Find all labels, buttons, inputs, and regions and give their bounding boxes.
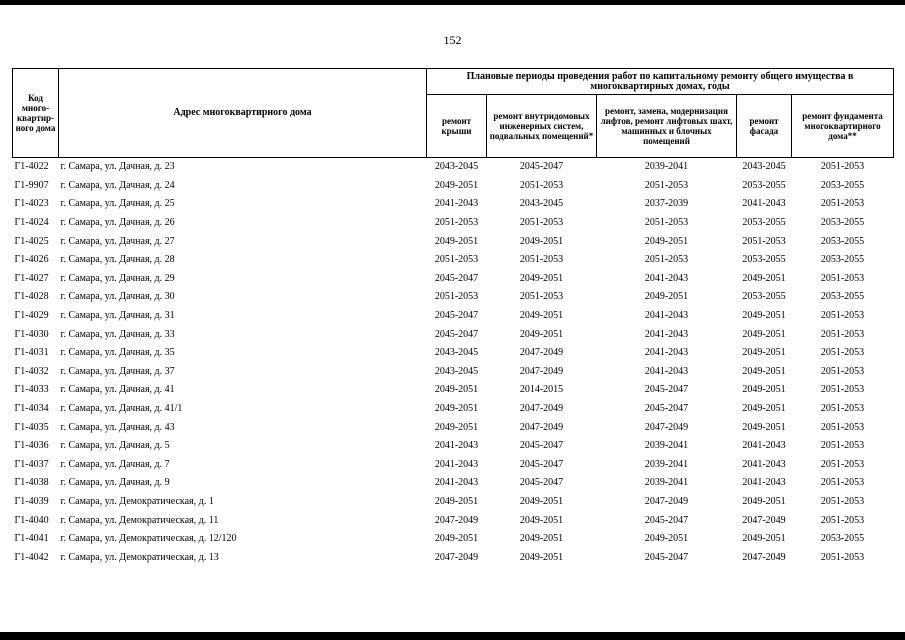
- house-code-cell: Г1-4028: [14, 291, 49, 303]
- systems-period-cell: 2049-2051: [519, 310, 564, 322]
- house-code-cell: Г1-4031: [14, 347, 49, 359]
- facade-period-cell: 2041-2043: [742, 477, 786, 489]
- foundation-period-cell: 2051-2053: [820, 198, 865, 210]
- facade-period-cell: 2049-2051: [742, 272, 786, 284]
- house-code-cell: Г1-4027: [14, 272, 49, 284]
- lifts-period-cell: 2047-2049: [644, 421, 689, 433]
- lifts-period-cell: 2045-2047: [644, 384, 689, 396]
- table-row: [13, 232, 894, 251]
- roof-period-cell: 2049-2051: [434, 495, 479, 507]
- systems-period-cell: 2043-2045: [519, 198, 564, 210]
- house-code-cell: Г1-4023: [14, 198, 49, 210]
- lifts-period-cell: 2039-2041: [644, 161, 689, 173]
- address-cell: г. Самара, ул. Дачная, д. 41/1: [60, 403, 183, 415]
- systems-period-cell: 2049-2051: [519, 533, 564, 545]
- foundation-period-cell: 2053-2055: [820, 179, 865, 191]
- house-code-cell: Г1-4024: [14, 217, 49, 229]
- roof-period-cell: 2041-2043: [434, 198, 479, 210]
- house-code-cell: Г1-4038: [14, 477, 49, 489]
- roof-period-cell: 2047-2049: [434, 551, 479, 563]
- house-code-cell: Г1-4025: [14, 235, 49, 247]
- house-code-cell: Г1-4030: [14, 328, 49, 340]
- header-address: Адрес многоквартирного дома: [59, 69, 427, 158]
- table-row: [13, 363, 894, 382]
- house-code-cell: Г1-4040: [14, 514, 49, 526]
- facade-period-cell: 2053-2055: [742, 179, 786, 191]
- address-cell: г. Самара, ул. Демократическая, д. 13: [60, 551, 219, 563]
- foundation-period-cell: 2051-2053: [820, 403, 865, 415]
- lifts-period-cell: 2051-2053: [644, 179, 689, 191]
- house-code-cell: Г1-4036: [14, 440, 49, 452]
- house-code-cell: Г1-4029: [14, 310, 49, 322]
- header-engineering-systems-repair: ремонт внутридомовых инженерных систем, подвальных помещений*: [487, 95, 597, 158]
- facade-period-cell: 2041-2043: [742, 198, 786, 210]
- systems-period-cell: 2045-2047: [519, 458, 564, 470]
- systems-period-cell: 2045-2047: [519, 477, 564, 489]
- house-code-cell: Г1-4042: [14, 551, 49, 563]
- foundation-period-cell: 2051-2053: [820, 328, 865, 340]
- header-foundation-repair: ремонт фундамента многоквартирного дома**: [792, 95, 894, 158]
- facade-period-cell: 2053-2055: [742, 217, 786, 229]
- foundation-period-cell: 2051-2053: [820, 458, 865, 470]
- foundation-period-cell: 2053-2055: [820, 291, 865, 303]
- header-house-code: Код много-квартир-ного дома: [13, 69, 59, 158]
- foundation-period-cell: 2051-2053: [820, 495, 865, 507]
- table-body: [13, 158, 894, 568]
- address-cell: г. Самара, ул. Дачная, д. 33: [60, 328, 175, 340]
- systems-period-cell: 2049-2051: [519, 272, 564, 284]
- lifts-period-cell: 2045-2047: [644, 514, 689, 526]
- facade-period-cell: 2049-2051: [742, 403, 786, 415]
- address-cell: г. Самара, ул. Дачная, д. 30: [60, 291, 175, 303]
- lifts-period-cell: 2051-2053: [644, 217, 689, 229]
- foundation-period-cell: 2051-2053: [820, 514, 865, 526]
- address-cell: г. Самара, ул. Дачная, д. 23: [60, 161, 175, 173]
- table-row: [13, 307, 894, 326]
- facade-period-cell: 2049-2051: [742, 310, 786, 322]
- roof-period-cell: 2049-2051: [434, 403, 479, 415]
- lifts-period-cell: 2041-2043: [644, 365, 689, 377]
- house-code-cell: Г1-4039: [14, 495, 49, 507]
- house-code-cell: Г1-4035: [14, 421, 49, 433]
- lifts-period-cell: 2041-2043: [644, 347, 689, 359]
- lifts-period-cell: 2049-2051: [644, 235, 689, 247]
- address-cell: г. Самара, ул. Дачная, д. 27: [60, 235, 175, 247]
- lifts-period-cell: 2037-2039: [644, 198, 689, 210]
- facade-period-cell: 2053-2055: [742, 254, 786, 266]
- foundation-period-cell: 2051-2053: [820, 347, 865, 359]
- systems-period-cell: 2051-2053: [519, 179, 564, 191]
- house-code-cell: Г1-4022: [14, 161, 49, 173]
- address-cell: г. Самара, ул. Дачная, д. 41: [60, 384, 175, 396]
- house-code-cell: Г1-4026: [14, 254, 49, 266]
- table-row: [13, 270, 894, 289]
- table-row: [13, 456, 894, 475]
- foundation-period-cell: 2051-2053: [820, 272, 865, 284]
- table-row: [13, 400, 894, 419]
- roof-period-cell: 2045-2047: [434, 328, 479, 340]
- table-row: [13, 493, 894, 512]
- roof-period-cell: 2041-2043: [434, 458, 479, 470]
- facade-period-cell: 2047-2049: [742, 514, 786, 526]
- table-row: [13, 214, 894, 233]
- foundation-period-cell: 2051-2053: [820, 477, 865, 489]
- facade-period-cell: 2049-2051: [742, 365, 786, 377]
- facade-period-cell: 2041-2043: [742, 458, 786, 470]
- table-row: [13, 437, 894, 456]
- house-code-cell: Г1-4033: [14, 384, 49, 396]
- table-row: [13, 325, 894, 344]
- header-lift-repair: ремонт, замена, модернизация лифтов, ремонт лифтовых шахт, машинных и блочных помещений: [597, 95, 737, 158]
- house-code-cell: Г1-4041: [14, 533, 49, 545]
- roof-period-cell: 2047-2049: [434, 514, 479, 526]
- roof-period-cell: 2045-2047: [434, 310, 479, 322]
- facade-period-cell: 2049-2051: [742, 495, 786, 507]
- systems-period-cell: 2051-2053: [519, 291, 564, 303]
- bottom-border-bar: [0, 632, 905, 640]
- address-cell: г. Самара, ул. Дачная, д. 5: [60, 440, 170, 452]
- roof-period-cell: 2049-2051: [434, 533, 479, 545]
- facade-period-cell: 2049-2051: [742, 347, 786, 359]
- table-row: [13, 530, 894, 549]
- systems-period-cell: 2051-2053: [519, 254, 564, 266]
- address-cell: г. Самара, ул. Дачная, д. 37: [60, 365, 175, 377]
- roof-period-cell: 2051-2053: [434, 217, 479, 229]
- lifts-period-cell: 2039-2041: [644, 458, 689, 470]
- foundation-period-cell: 2051-2053: [820, 421, 865, 433]
- facade-period-cell: 2049-2051: [742, 384, 786, 396]
- systems-period-cell: 2049-2051: [519, 514, 564, 526]
- lifts-period-cell: 2045-2047: [644, 403, 689, 415]
- table-row: [13, 511, 894, 530]
- foundation-period-cell: 2051-2053: [820, 161, 865, 173]
- address-cell: г. Самара, ул. Дачная, д. 35: [60, 347, 175, 359]
- header-planned-periods: Плановые периоды проведения работ по капитальному ремонту общего имущества в многоквартирных домах, годы: [427, 69, 894, 95]
- systems-period-cell: 2049-2051: [519, 328, 564, 340]
- foundation-period-cell: 2053-2055: [820, 254, 865, 266]
- lifts-period-cell: 2039-2041: [644, 440, 689, 452]
- systems-period-cell: 2049-2051: [519, 235, 564, 247]
- roof-period-cell: 2049-2051: [434, 384, 479, 396]
- facade-period-cell: 2049-2051: [742, 328, 786, 340]
- table-row: [13, 158, 894, 177]
- address-cell: г. Самара, ул. Демократическая, д. 12/120: [60, 533, 237, 545]
- facade-period-cell: 2053-2055: [742, 291, 786, 303]
- roof-period-cell: 2049-2051: [434, 421, 479, 433]
- house-code-cell: Г1-9907: [14, 179, 49, 191]
- address-cell: г. Самара, ул. Демократическая, д. 11: [60, 514, 219, 526]
- table-row: [13, 177, 894, 196]
- house-code-cell: Г1-4032: [14, 365, 49, 377]
- roof-period-cell: 2043-2045: [434, 365, 479, 377]
- foundation-period-cell: 2051-2053: [820, 440, 865, 452]
- foundation-period-cell: 2051-2053: [820, 384, 865, 396]
- foundation-period-cell: 2051-2053: [820, 365, 865, 377]
- lifts-period-cell: 2047-2049: [644, 495, 689, 507]
- roof-period-cell: 2043-2045: [434, 161, 479, 173]
- facade-period-cell: 2041-2043: [742, 440, 786, 452]
- page-number: 152: [443, 33, 462, 47]
- table-row: [13, 288, 894, 307]
- facade-period-cell: 2047-2049: [742, 551, 786, 563]
- facade-period-cell: 2049-2051: [742, 421, 786, 433]
- systems-period-cell: 2049-2051: [519, 551, 564, 563]
- foundation-period-cell: 2053-2055: [820, 533, 865, 545]
- foundation-period-cell: 2053-2055: [820, 217, 865, 229]
- foundation-period-cell: 2051-2053: [820, 551, 865, 563]
- roof-period-cell: 2051-2053: [434, 291, 479, 303]
- roof-period-cell: 2041-2043: [434, 440, 479, 452]
- roof-period-cell: 2045-2047: [434, 272, 479, 284]
- systems-period-cell: 2047-2049: [519, 347, 564, 359]
- address-cell: г. Самара, ул. Дачная, д. 24: [60, 179, 175, 191]
- lifts-period-cell: 2041-2043: [644, 310, 689, 322]
- address-cell: г. Самара, ул. Дачная, д. 25: [60, 198, 175, 210]
- table-row: [13, 418, 894, 437]
- lifts-period-cell: 2041-2043: [644, 272, 689, 284]
- systems-period-cell: 2047-2049: [519, 365, 564, 377]
- address-cell: г. Самара, ул. Дачная, д. 28: [60, 254, 175, 266]
- address-cell: г. Самара, ул. Дачная, д. 31: [60, 310, 175, 322]
- table-row: [13, 195, 894, 214]
- facade-period-cell: 2051-2053: [742, 235, 786, 247]
- header-roof-repair: ремонт крыши: [427, 95, 487, 158]
- foundation-period-cell: 2051-2053: [820, 310, 865, 322]
- lifts-period-cell: 2049-2051: [644, 291, 689, 303]
- address-cell: г. Самара, ул. Дачная, д. 29: [60, 272, 175, 284]
- house-code-cell: Г1-4037: [14, 458, 49, 470]
- house-code-cell: Г1-4034: [14, 403, 49, 415]
- roof-period-cell: 2051-2053: [434, 254, 479, 266]
- top-border-bar: [0, 0, 905, 5]
- lifts-period-cell: 2041-2043: [644, 328, 689, 340]
- roof-period-cell: 2041-2043: [434, 477, 479, 489]
- table-row: [13, 381, 894, 400]
- facade-period-cell: 2049-2051: [742, 533, 786, 545]
- table-row: [13, 474, 894, 493]
- address-cell: г. Самара, ул. Дачная, д. 26: [60, 217, 175, 229]
- systems-period-cell: 2047-2049: [519, 403, 564, 415]
- systems-period-cell: 2045-2047: [519, 440, 564, 452]
- systems-period-cell: 2047-2049: [519, 421, 564, 433]
- header-facade-repair: ремонт фасада: [737, 95, 792, 158]
- address-cell: г. Самара, ул. Демократическая, д. 1: [60, 495, 214, 507]
- systems-period-cell: 2049-2051: [519, 495, 564, 507]
- repair-schedule-table: [12, 68, 894, 567]
- table-row: [13, 344, 894, 363]
- roof-period-cell: 2043-2045: [434, 347, 479, 359]
- lifts-period-cell: 2049-2051: [644, 533, 689, 545]
- roof-period-cell: 2049-2051: [434, 179, 479, 191]
- address-cell: г. Самара, ул. Дачная, д. 7: [60, 458, 170, 470]
- lifts-period-cell: 2039-2041: [644, 477, 689, 489]
- lifts-period-cell: 2045-2047: [644, 551, 689, 563]
- address-cell: г. Самара, ул. Дачная, д. 43: [60, 421, 175, 433]
- foundation-period-cell: 2053-2055: [820, 235, 865, 247]
- systems-period-cell: 2051-2053: [519, 217, 564, 229]
- systems-period-cell: 2014-2015: [519, 384, 564, 396]
- address-cell: г. Самара, ул. Дачная, д. 9: [60, 477, 170, 489]
- roof-period-cell: 2049-2051: [434, 235, 479, 247]
- table-row: [13, 251, 894, 270]
- systems-period-cell: 2045-2047: [519, 161, 564, 173]
- lifts-period-cell: 2051-2053: [644, 254, 689, 266]
- table-row: [13, 548, 894, 567]
- facade-period-cell: 2043-2045: [742, 161, 786, 173]
